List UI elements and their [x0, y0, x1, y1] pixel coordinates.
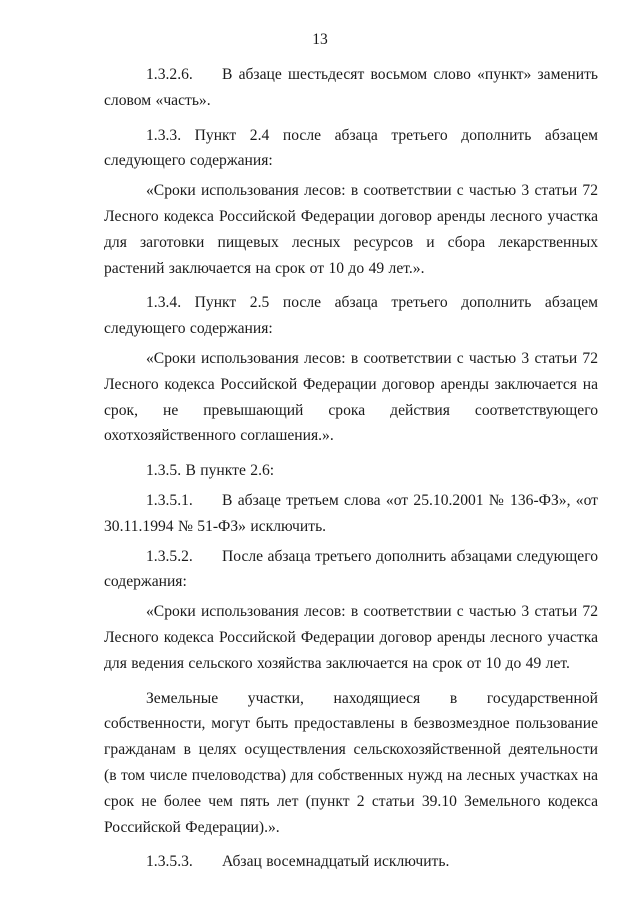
paragraph-text: 1.3.4. Пункт 2.5 после абзаца третьего дополнить абзацем следующего содержания:: [104, 294, 598, 338]
paragraph-quote-2-5: [104, 346, 598, 449]
paragraph-1-3-3: [104, 123, 598, 175]
paragraph-1-3-5: [104, 458, 598, 484]
paragraph-1-3-2-6: [104, 62, 598, 114]
item-number: 1.3.2.6.: [146, 66, 193, 83]
paragraph-text: После абзаца третьего дополнить абзацами следующего содержания:: [104, 547, 598, 591]
item-number: 1.3.5.2.: [146, 547, 193, 565]
paragraph-land-plots: [104, 686, 598, 841]
paragraph-1-3-4: [104, 290, 598, 342]
paragraph-text: Земельные участки, находящиеся в государственной собственности, могут быть предоставлены в безвозмездное пользование гражданам в целях осуществления сельскохозяйственной деятельности (в том числе пчеловодства) для собственных нужд на лесных участках на срок не более чем пять лет (пункт 2 статьи 39.10 Земельного кодекса Российской Федерации).».: [104, 689, 598, 836]
document-body: [104, 62, 598, 884]
paragraph-quote-2-6: [104, 599, 598, 676]
paragraph-quote-2-4: [104, 178, 598, 281]
paragraph-text: «Сроки использования лесов: в соответствии с частью 3 статьи 72 Лесного кодекса Российской Федерации договор аренды лесного участка для заготовки пищевых лесных ресурсов и сбора лекарственных растений заключается на срок от 10 до 49 лет.».: [104, 182, 598, 277]
page-number: 13: [312, 31, 328, 48]
item-number: 1.3.5.1.: [146, 491, 193, 509]
paragraph-text: 1.3.3. Пункт 2.4 после абзаца третьего дополнить абзацем следующего содержания:: [104, 126, 598, 170]
paragraph-text: В абзаце шестьдесят восьмом слово «пункт» заменить словом «часть».: [104, 66, 598, 109]
paragraph-text: «Сроки использования лесов: в соответствии с частью 3 статьи 72 Лесного кодекса Российской Федерации договор аренды лесного участка для ведения сельского хозяйства заключается на срок от 10 до 49 лет.: [104, 603, 598, 672]
paragraph-text: 1.3.5. В пункте 2.6:: [146, 462, 275, 480]
paragraph-1-3-5-2: [104, 544, 598, 596]
paragraph-1-3-5-3: [104, 849, 598, 875]
paragraph-text: В абзаце третьем слова «от 25.10.2001 № 136-ФЗ», «от 30.11.1994 № 51-ФЗ» исключить.: [104, 491, 598, 535]
paragraph-text: «Сроки использования лесов: в соответствии с частью 3 статьи 72 Лесного кодекса Российской Федерации договор аренды заключается на срок, не превышающий срока действия соответствующего охотхозяйственного соглашения.».: [104, 349, 598, 445]
paragraph-1-3-5-1: [104, 488, 598, 540]
paragraph-text: Абзац восемнадцатый исключить.: [222, 853, 450, 871]
item-number: 1.3.5.3.: [146, 853, 193, 871]
